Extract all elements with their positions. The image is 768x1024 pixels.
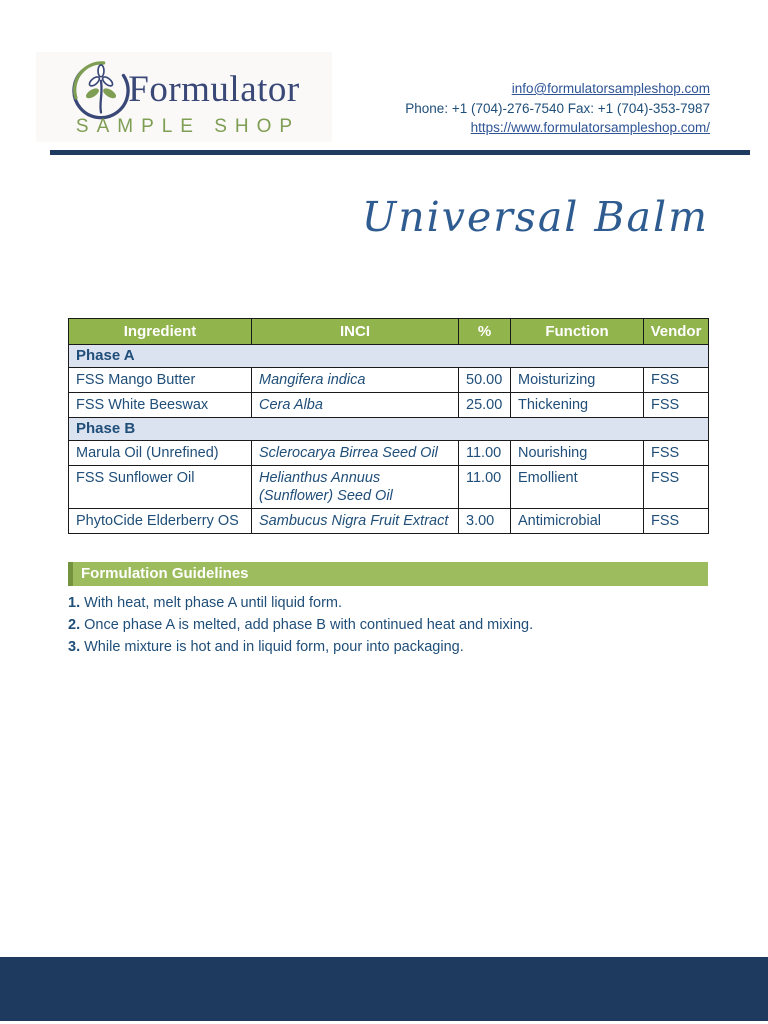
step-text: While mixture is hot and in liquid form, pour into packaging. bbox=[84, 639, 464, 655]
guideline-step bbox=[68, 614, 708, 636]
cell-vendor: FSS bbox=[644, 368, 709, 393]
cell-ingredient: FSS Sunflower Oil bbox=[69, 466, 252, 509]
cell-vendor: FSS bbox=[644, 509, 709, 534]
cell-inci: Helianthus Annuus (Sunflower) Seed Oil bbox=[252, 466, 459, 509]
cell-percent: 11.00 bbox=[459, 441, 511, 466]
step-number: 1. bbox=[68, 595, 81, 611]
cell-function: Thickening bbox=[511, 393, 644, 418]
cell-function: Antimicrobial bbox=[511, 509, 644, 534]
document-title: Universal Balm bbox=[361, 193, 709, 241]
col-header-ingredient: Ingredient bbox=[69, 319, 252, 345]
cell-inci: Mangifera indica bbox=[252, 368, 459, 393]
step-text: Once phase A is melted, add phase B with continued heat and mixing. bbox=[84, 617, 534, 633]
phase-a-row bbox=[69, 345, 709, 368]
phase-b-label: Phase B bbox=[69, 418, 709, 441]
footer-band bbox=[0, 957, 768, 1021]
sprout-circle-logo-icon bbox=[68, 57, 134, 123]
cell-percent: 3.00 bbox=[459, 509, 511, 534]
cell-function: Emollient bbox=[511, 466, 644, 509]
table-row bbox=[69, 368, 709, 393]
col-header-vendor: Vendor bbox=[644, 319, 709, 345]
cell-ingredient: Marula Oil (Unrefined) bbox=[69, 441, 252, 466]
cell-vendor: FSS bbox=[644, 441, 709, 466]
guidelines-header: Formulation Guidelines bbox=[68, 562, 708, 586]
phone-fax-text: Phone: +1 (704)-276-7540 Fax: +1 (704)-353-7987 bbox=[405, 100, 710, 116]
step-text: With heat, melt phase A until liquid form. bbox=[84, 595, 343, 611]
brand-subtitle: SAMPLE SHOP bbox=[75, 115, 301, 137]
cell-inci: Cera Alba bbox=[252, 393, 459, 418]
ingredient-table bbox=[68, 318, 709, 534]
brand-name: Formulator bbox=[128, 69, 300, 110]
header-divider bbox=[50, 150, 750, 155]
cell-function: Moisturizing bbox=[511, 368, 644, 393]
cell-function: Nourishing bbox=[511, 441, 644, 466]
cell-percent: 25.00 bbox=[459, 393, 511, 418]
cell-percent: 11.00 bbox=[459, 466, 511, 509]
cell-ingredient: PhytoCide Elderberry OS bbox=[69, 509, 252, 534]
cell-ingredient: FSS Mango Butter bbox=[69, 368, 252, 393]
table-row bbox=[69, 441, 709, 466]
phase-b-row bbox=[69, 418, 709, 441]
guideline-step bbox=[68, 592, 708, 614]
table-row bbox=[69, 466, 709, 509]
step-number: 2. bbox=[68, 617, 81, 633]
table-row bbox=[69, 509, 709, 534]
contact-info bbox=[405, 79, 710, 138]
table-header-row bbox=[69, 319, 709, 345]
company-logo bbox=[36, 52, 332, 142]
cell-vendor: FSS bbox=[644, 393, 709, 418]
guideline-step bbox=[68, 636, 708, 658]
col-header-percent: % bbox=[459, 319, 511, 345]
cell-vendor: FSS bbox=[644, 466, 709, 509]
phase-a-label: Phase A bbox=[69, 345, 709, 368]
formulation-guidelines-section bbox=[68, 562, 708, 658]
cell-inci: Sclerocarya Birrea Seed Oil bbox=[252, 441, 459, 466]
col-header-inci: INCI bbox=[252, 319, 459, 345]
cell-ingredient: FSS White Beeswax bbox=[69, 393, 252, 418]
cell-percent: 50.00 bbox=[459, 368, 511, 393]
cell-inci: Sambucus Nigra Fruit Extract bbox=[252, 509, 459, 534]
table-row bbox=[69, 393, 709, 418]
col-header-function: Function bbox=[511, 319, 644, 345]
website-link[interactable]: https://www.formulatorsampleshop.com/ bbox=[470, 120, 710, 135]
email-link[interactable]: info@formulatorsampleshop.com bbox=[511, 81, 710, 96]
step-number: 3. bbox=[68, 639, 81, 655]
